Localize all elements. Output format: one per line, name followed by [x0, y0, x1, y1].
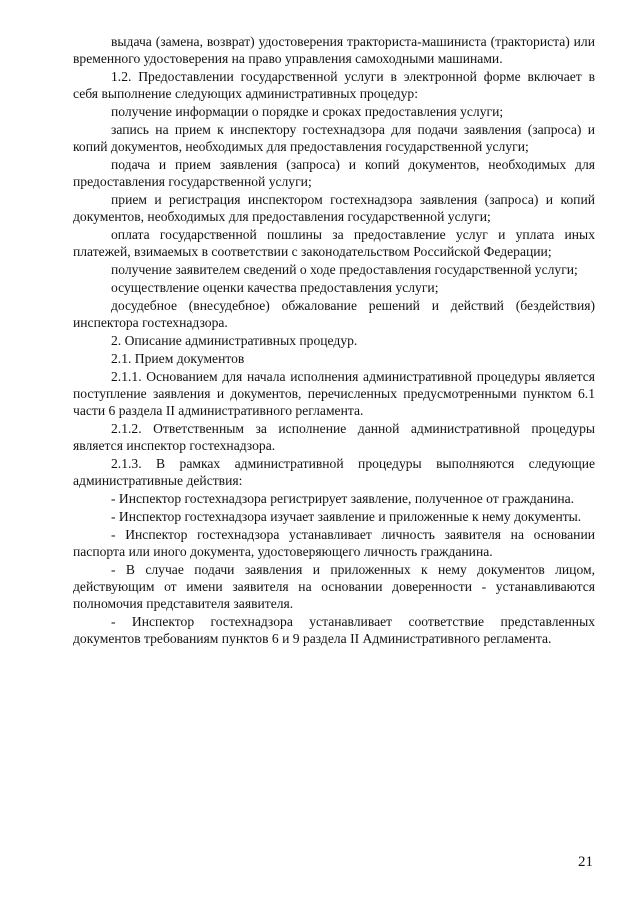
list-item: - Инспектор гостехнадзора устанавливает личность заявителя на основании паспорта или иного документа, удостоверяющего личность гражданина.	[73, 527, 595, 559]
paragraph: осуществление оценки качества предоставления услуги;	[111, 280, 439, 295]
paragraph: 2.1.1. Основанием для начала исполнения административной процедуры является поступление заявления и документов, перечисленных предусмотренными пунктом 6.1 части 6 раздела II административного регламента.	[73, 369, 595, 418]
paragraph: запись на прием к инспектору гостехнадзора для подачи заявления (запроса) и копий документов, необходимых для предоставления государственной услуги;	[73, 122, 595, 154]
paragraph: прием и регистрация инспектором гостехнадзора заявления (запроса) и копий документов, необходимых для предоставления государственной услуги;	[73, 192, 595, 224]
section-heading: 2. Описание административных процедур.	[111, 333, 358, 348]
paragraph: выдача (замена, возврат) удостоверения тракториста-машиниста (тракториста) или временного удостоверения на право управления самоходными машинами.	[73, 34, 595, 66]
list-item: - В случае подачи заявления и приложенных к нему документов лицом, действующим от имени заявителя на основании доверенности - устанавливаются полномочия представителя заявителя.	[73, 562, 595, 611]
paragraph: досудебное (внесудебное) обжалование решений и действий (бездействия) инспектора гостехнадзора.	[73, 298, 595, 330]
paragraph: оплата государственной пошлины за предоставление услуг и уплата иных платежей, взимаемых в соответствии с законодательством Российской Федерации;	[73, 227, 595, 259]
list-item: - Инспектор гостехнадзора изучает заявление и приложенные к нему документы.	[111, 509, 582, 524]
paragraph: 1.2. Предоставлении государственной услуги в электронной форме включает в себя выполнение следующих административных процедур:	[73, 69, 595, 101]
document-body	[73, 33, 595, 648]
paragraph: получение информации о порядке и сроках предоставления услуги;	[111, 104, 504, 119]
paragraph: получение заявителем сведений о ходе предоставления государственной услуги;	[111, 262, 578, 277]
paragraph: 2.1.2. Ответственным за исполнение данной административной процедуры является инспектор гостехнадзора.	[73, 421, 595, 453]
list-item: - Инспектор гостехнадзора устанавливает соответствие представленных документов требованиям пунктов 6 и 9 раздела II Административного регламента.	[73, 614, 595, 646]
subsection-heading: 2.1. Прием документов	[111, 351, 245, 366]
paragraph: 2.1.3. В рамках административной процедуры выполняются следующие административные действия:	[73, 456, 595, 488]
paragraph: подача и прием заявления (запроса) и копий документов, необходимых для предоставления государственной услуги;	[73, 157, 595, 189]
page-number: 21	[578, 854, 593, 870]
list-item: - Инспектор гостехнадзора регистрирует заявление, полученное от гражданина.	[111, 491, 575, 506]
